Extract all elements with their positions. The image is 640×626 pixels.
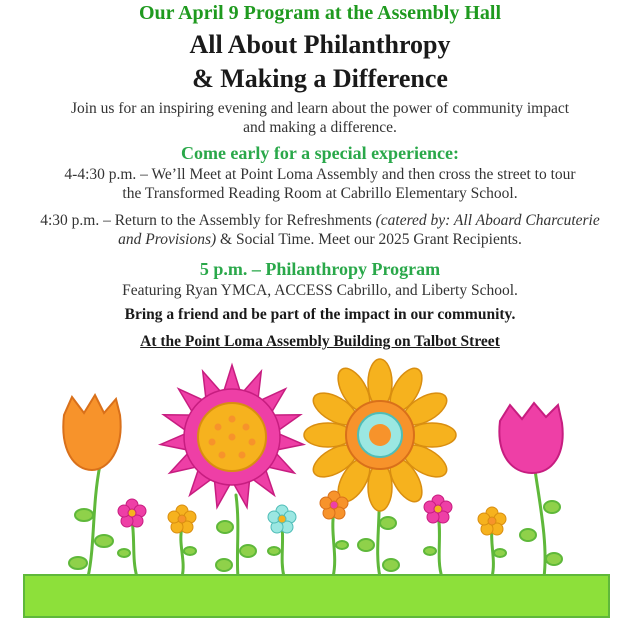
title-line-2: & Making a Difference bbox=[192, 64, 448, 93]
program-time-heading: 5 p.m. – Philanthropy Program bbox=[199, 259, 441, 279]
intro-line-1: Join us for an inspiring evening and learn about the power of community impact bbox=[70, 100, 570, 117]
flower-illustration bbox=[0, 355, 640, 626]
small-teal-flower bbox=[268, 505, 296, 533]
yellow-sunflower bbox=[304, 359, 456, 511]
early-line-1: 4-4:30 p.m. – We’ll Meet at Point Loma Assembly and then cross the street to tour bbox=[64, 166, 576, 183]
small-pink-flower-1 bbox=[118, 499, 146, 527]
caterer-text-b: and Provisions) bbox=[118, 231, 217, 248]
early-line-2: the Transformed Reading Room at Cabrillo Elementary School. bbox=[122, 185, 518, 202]
orange-tulip bbox=[63, 395, 120, 470]
program-heading: Our April 9 Program at the Assembly Hall bbox=[138, 2, 502, 24]
social-time-text: & Social Time. Meet our 2025 Grant Recipients. bbox=[216, 231, 522, 248]
small-yellow-flower-1 bbox=[168, 505, 196, 533]
pink-tulip bbox=[499, 403, 562, 473]
title-line-1: All About Philanthropy bbox=[189, 30, 451, 59]
refreshments-text: 4:30 p.m. – Return to the Assembly for Refreshments bbox=[40, 212, 376, 229]
featuring-line: Featuring Ryan YMCA, ACCESS Cabrillo, and Liberty School. bbox=[122, 282, 518, 299]
location-line: At the Point Loma Assembly Building on Talbot Street bbox=[140, 333, 500, 350]
grass-base bbox=[24, 575, 609, 617]
stems bbox=[88, 465, 545, 577]
caterer-text-a: (catered by: All Aboard Charcuterie bbox=[375, 212, 600, 229]
small-pink-flower-2 bbox=[424, 495, 452, 523]
early-heading: Come early for a special experience: bbox=[180, 143, 460, 163]
pink-sunflower bbox=[159, 365, 304, 510]
refreshments-line-1 bbox=[0, 211, 640, 230]
invite-line: Bring a friend and be part of the impact in our community. bbox=[124, 306, 516, 323]
refreshments-line-2 bbox=[0, 230, 640, 249]
small-yellow-flower-2 bbox=[478, 507, 506, 535]
intro-line-2: and making a difference. bbox=[243, 119, 397, 136]
